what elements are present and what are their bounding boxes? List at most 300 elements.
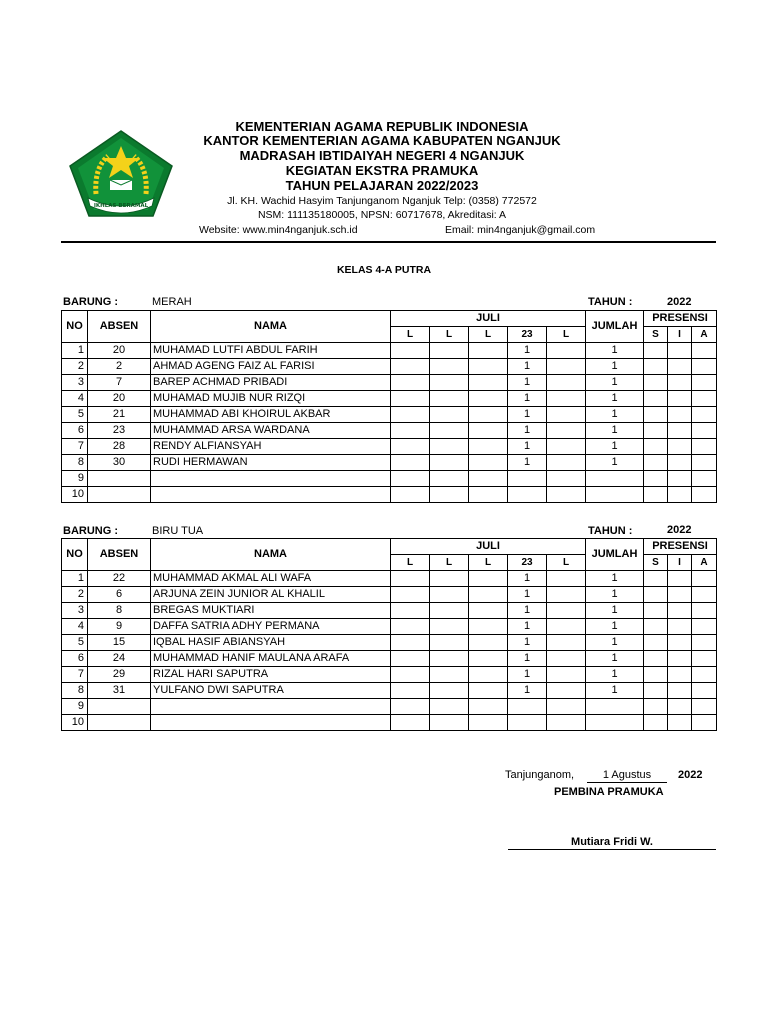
row-presensi-cell (644, 635, 668, 651)
row-day-cell: 1 (508, 439, 547, 455)
header-line-1: KEMENTERIAN AGAMA REPUBLIK INDONESIA (235, 119, 529, 134)
row-presensi-cell (692, 471, 717, 487)
row-day-cell (469, 699, 508, 715)
row-jumlah: 1 (586, 651, 644, 667)
header-website: Website: www.min4nganjuk.sch.id (199, 224, 358, 236)
row-jumlah: 1 (586, 587, 644, 603)
row-jumlah (586, 471, 644, 487)
row-day-cell (469, 455, 508, 471)
row-nama (151, 471, 391, 487)
day-header: 23 (508, 327, 547, 343)
row-day-cell: 1 (508, 407, 547, 423)
row-day-cell (391, 667, 430, 683)
table-row (62, 635, 717, 651)
row-presensi-cell (644, 343, 668, 359)
row-jumlah: 1 (586, 439, 644, 455)
row-presensi-cell (692, 715, 717, 731)
row-absen: 30 (88, 455, 151, 471)
row-nama: MUHAMMAD HANIF MAULANA ARAFA (151, 651, 391, 667)
row-presensi-cell (644, 439, 668, 455)
row-day-cell (469, 487, 508, 503)
row-day-cell (391, 375, 430, 391)
row-day-cell (391, 455, 430, 471)
table-row (62, 587, 717, 603)
row-no: 9 (62, 471, 88, 487)
row-day-cell (430, 699, 469, 715)
row-nama: YULFANO DWI SAPUTRA (151, 683, 391, 699)
table-row (62, 603, 717, 619)
row-day-cell (430, 667, 469, 683)
col-jumlah-header: JUMLAH (586, 539, 644, 571)
row-absen: 31 (88, 683, 151, 699)
presensi-a-header: A (692, 555, 717, 571)
row-presensi-cell (644, 683, 668, 699)
row-presensi-cell (692, 571, 717, 587)
signature-date: 1 Agustus (602, 769, 652, 781)
row-day-cell (391, 391, 430, 407)
row-day-cell (547, 375, 586, 391)
row-presensi-cell (668, 715, 692, 731)
row-presensi-cell (644, 715, 668, 731)
row-day-cell: 1 (508, 391, 547, 407)
day-header: L (430, 555, 469, 571)
row-no: 1 (62, 571, 88, 587)
row-day-cell (469, 587, 508, 603)
row-day-cell (391, 619, 430, 635)
row-day-cell (547, 699, 586, 715)
row-day-cell: 1 (508, 359, 547, 375)
row-day-cell (547, 455, 586, 471)
row-day-cell: 1 (508, 667, 547, 683)
row-day-cell (391, 423, 430, 439)
row-day-cell (547, 487, 586, 503)
row-day-cell (469, 439, 508, 455)
row-day-cell (547, 603, 586, 619)
row-presensi-cell (644, 407, 668, 423)
row-no: 2 (62, 587, 88, 603)
row-nama: MUHAMAD LUTFI ABDUL FARIH (151, 343, 391, 359)
row-day-cell (469, 651, 508, 667)
row-presensi-cell (668, 359, 692, 375)
row-presensi-cell (668, 635, 692, 651)
table-row (62, 359, 717, 375)
row-day-cell (547, 635, 586, 651)
row-presensi-cell (692, 587, 717, 603)
row-day-cell (469, 683, 508, 699)
table-row (62, 439, 717, 455)
presensi-a-header: A (692, 327, 717, 343)
row-day-cell: 1 (508, 651, 547, 667)
row-day-cell (430, 683, 469, 699)
row-day-cell: 1 (508, 455, 547, 471)
row-presensi-cell (644, 375, 668, 391)
row-jumlah: 1 (586, 455, 644, 471)
row-day-cell (469, 423, 508, 439)
row-day-cell (547, 359, 586, 375)
signature-place: Tanjunganom, (505, 769, 575, 781)
row-presensi-cell (692, 359, 717, 375)
table-row (62, 667, 717, 683)
row-jumlah: 1 (586, 603, 644, 619)
table-row (62, 455, 717, 471)
row-day-cell (430, 343, 469, 359)
row-jumlah: 1 (586, 635, 644, 651)
col-absen-header: ABSEN (88, 539, 151, 571)
row-day-cell: 1 (508, 635, 547, 651)
row-presensi-cell (692, 343, 717, 359)
row-absen: 22 (88, 571, 151, 587)
row-day-cell (430, 587, 469, 603)
row-day-cell (391, 359, 430, 375)
row-day-cell (430, 407, 469, 423)
class-title: KELAS 4-A PUTRA (336, 264, 432, 276)
row-day-cell (547, 391, 586, 407)
header-divider (61, 241, 716, 243)
barung-label: BARUNG : (63, 525, 118, 537)
row-day-cell (547, 651, 586, 667)
row-absen: 15 (88, 635, 151, 651)
row-absen: 20 (88, 391, 151, 407)
row-presensi-cell (644, 359, 668, 375)
row-presensi-cell (692, 375, 717, 391)
row-day-cell (391, 407, 430, 423)
row-jumlah: 1 (586, 667, 644, 683)
row-nama: DAFFA SATRIA ADHY PERMANA (151, 619, 391, 635)
row-jumlah (586, 715, 644, 731)
row-day-cell (430, 651, 469, 667)
header-email: Email: min4nganjuk@gmail.com (445, 224, 596, 236)
row-no: 10 (62, 715, 88, 731)
table-row (62, 571, 717, 587)
row-no: 4 (62, 619, 88, 635)
row-no: 7 (62, 667, 88, 683)
row-day-cell (430, 619, 469, 635)
row-nama: MUHAMMAD AKMAL ALI WAFA (151, 571, 391, 587)
row-presensi-cell (692, 683, 717, 699)
row-presensi-cell (668, 603, 692, 619)
row-no: 7 (62, 439, 88, 455)
row-no: 9 (62, 699, 88, 715)
row-presensi-cell (668, 587, 692, 603)
row-presensi-cell (644, 423, 668, 439)
day-header: 23 (508, 555, 547, 571)
row-day-cell: 1 (508, 375, 547, 391)
row-day-cell: 1 (508, 571, 547, 587)
row-nama: MUHAMMAD ARSA WARDANA (151, 423, 391, 439)
row-absen: 8 (88, 603, 151, 619)
tahun-value: 2022 (667, 296, 692, 308)
row-day-cell (391, 683, 430, 699)
row-presensi-cell (644, 603, 668, 619)
presensi-s-header: S (644, 555, 668, 571)
table-row (62, 471, 717, 487)
row-presensi-cell (692, 455, 717, 471)
row-day-cell (469, 715, 508, 731)
row-absen: 6 (88, 587, 151, 603)
presensi-i-header: I (668, 555, 692, 571)
row-absen: 24 (88, 651, 151, 667)
tahun-label: TAHUN : (588, 525, 633, 537)
row-no: 4 (62, 391, 88, 407)
row-day-cell (391, 603, 430, 619)
row-no: 2 (62, 359, 88, 375)
row-no: 6 (62, 423, 88, 439)
row-presensi-cell (668, 455, 692, 471)
logo-motto: IKHLAS BERAMAL (93, 203, 149, 209)
row-presensi-cell (668, 375, 692, 391)
row-presensi-cell (644, 455, 668, 471)
row-presensi-cell (644, 391, 668, 407)
row-day-cell (547, 407, 586, 423)
col-nama-header: NAMA (151, 539, 391, 571)
row-jumlah: 1 (586, 619, 644, 635)
row-absen (88, 699, 151, 715)
row-absen: 2 (88, 359, 151, 375)
row-day-cell (547, 471, 586, 487)
presensi-i-header: I (668, 327, 692, 343)
table-header-row (62, 311, 717, 327)
row-day-cell (469, 407, 508, 423)
barung-name: MERAH (152, 296, 192, 308)
table-row (62, 699, 717, 715)
row-day-cell (469, 359, 508, 375)
row-absen: 28 (88, 439, 151, 455)
table-row (62, 683, 717, 699)
row-absen (88, 487, 151, 503)
row-day-cell (508, 715, 547, 731)
col-presensi-header: PRESENSI (644, 311, 717, 327)
row-day-cell (469, 635, 508, 651)
row-jumlah: 1 (586, 375, 644, 391)
row-day-cell (547, 587, 586, 603)
table-row (62, 343, 717, 359)
col-absen-header: ABSEN (88, 311, 151, 343)
row-no: 8 (62, 683, 88, 699)
row-jumlah: 1 (586, 343, 644, 359)
row-no: 10 (62, 487, 88, 503)
row-day-cell (391, 471, 430, 487)
row-jumlah: 1 (586, 391, 644, 407)
row-day-cell (508, 471, 547, 487)
row-day-cell (430, 487, 469, 503)
row-day-cell (430, 439, 469, 455)
table-row (62, 407, 717, 423)
row-day-cell (469, 619, 508, 635)
row-day-cell (469, 391, 508, 407)
row-day-cell (547, 667, 586, 683)
tahun-value: 2022 (667, 524, 692, 536)
col-nama-header: NAMA (151, 311, 391, 343)
row-day-cell (547, 343, 586, 359)
row-day-cell (430, 471, 469, 487)
row-day-cell (469, 375, 508, 391)
row-presensi-cell (668, 343, 692, 359)
row-presensi-cell (692, 619, 717, 635)
row-presensi-cell (644, 471, 668, 487)
row-no: 1 (62, 343, 88, 359)
row-day-cell (391, 571, 430, 587)
row-day-cell: 1 (508, 343, 547, 359)
row-day-cell (430, 455, 469, 471)
row-nama (151, 699, 391, 715)
row-presensi-cell (668, 667, 692, 683)
row-day-cell (430, 603, 469, 619)
row-day-cell (430, 715, 469, 731)
row-nama: MUHAMMAD ABI KHOIRUL AKBAR (151, 407, 391, 423)
row-nama: IQBAL HASIF ABIANSYAH (151, 635, 391, 651)
day-header: L (547, 327, 586, 343)
row-presensi-cell (644, 619, 668, 635)
header-address: Jl. KH. Wachid Hasyim Tanjunganom Nganjuk Telp: (0358) 772572 (227, 195, 537, 207)
attendance-table (61, 538, 717, 731)
row-absen: 20 (88, 343, 151, 359)
row-no: 6 (62, 651, 88, 667)
attendance-table (61, 310, 717, 503)
row-presensi-cell (668, 651, 692, 667)
row-day-cell (430, 375, 469, 391)
signature-line (508, 849, 716, 850)
barung-label: BARUNG : (63, 296, 118, 308)
table-row (62, 487, 717, 503)
day-header: L (469, 327, 508, 343)
row-presensi-cell (668, 423, 692, 439)
row-nama: BAREP ACHMAD PRIBADI (151, 375, 391, 391)
table-row (62, 423, 717, 439)
row-presensi-cell (644, 587, 668, 603)
row-nama: RIZAL HARI SAPUTRA (151, 667, 391, 683)
row-day-cell: 1 (508, 587, 547, 603)
row-day-cell (391, 587, 430, 603)
row-presensi-cell (668, 439, 692, 455)
row-no: 3 (62, 603, 88, 619)
barung-name: BIRU TUA (152, 525, 204, 537)
row-nama: MUHAMAD MUJIB NUR RIZQI (151, 391, 391, 407)
row-absen: 21 (88, 407, 151, 423)
row-jumlah: 1 (586, 359, 644, 375)
row-presensi-cell (692, 699, 717, 715)
row-presensi-cell (668, 619, 692, 635)
row-nama: RUDI HERMAWAN (151, 455, 391, 471)
day-header: L (391, 555, 430, 571)
ministry-logo (66, 128, 176, 218)
table-row (62, 375, 717, 391)
table-header-row (62, 539, 717, 555)
row-presensi-cell (668, 699, 692, 715)
row-jumlah: 1 (586, 407, 644, 423)
row-day-cell (469, 471, 508, 487)
header-line-4: KEGIATAN EKSTRA PRAMUKA (285, 163, 479, 178)
row-presensi-cell (692, 603, 717, 619)
signature-role: PEMBINA PRAMUKA (554, 786, 664, 798)
row-day-cell (391, 635, 430, 651)
header-line-5: TAHUN PELAJARAN 2022/2023 (285, 178, 479, 193)
col-month-header: JULI (391, 311, 586, 327)
row-day-cell (547, 619, 586, 635)
row-day-cell (391, 699, 430, 715)
row-presensi-cell (644, 667, 668, 683)
table-row (62, 619, 717, 635)
day-header: L (430, 327, 469, 343)
row-absen (88, 471, 151, 487)
row-presensi-cell (692, 487, 717, 503)
row-jumlah: 1 (586, 423, 644, 439)
header-line-2: KANTOR KEMENTERIAN AGAMA KABUPATEN NGANJUK (203, 133, 561, 148)
row-presensi-cell (668, 471, 692, 487)
row-presensi-cell (644, 487, 668, 503)
row-day-cell (469, 603, 508, 619)
row-day-cell (391, 651, 430, 667)
row-no: 3 (62, 375, 88, 391)
row-day-cell (469, 667, 508, 683)
header-line-3: MADRASAH IBTIDAIYAH NEGERI 4 NGANJUK (239, 148, 525, 163)
tahun-label: TAHUN : (588, 296, 633, 308)
row-day-cell (547, 571, 586, 587)
row-day-cell (430, 571, 469, 587)
col-presensi-header: PRESENSI (644, 539, 717, 555)
row-nama: ARJUNA ZEIN JUNIOR AL KHALIL (151, 587, 391, 603)
day-header: L (547, 555, 586, 571)
row-absen: 29 (88, 667, 151, 683)
row-day-cell (391, 343, 430, 359)
day-header: L (469, 555, 508, 571)
header-nsm: NSM: 111135180005, NPSN: 60717678, Akreditasi: A (257, 209, 507, 221)
row-nama: RENDY ALFIANSYAH (151, 439, 391, 455)
day-header: L (391, 327, 430, 343)
row-day-cell (547, 423, 586, 439)
presensi-s-header: S (644, 327, 668, 343)
row-day-cell: 1 (508, 603, 547, 619)
row-day-cell (469, 343, 508, 359)
row-presensi-cell (692, 407, 717, 423)
row-jumlah: 1 (586, 683, 644, 699)
row-nama (151, 487, 391, 503)
row-day-cell (508, 699, 547, 715)
row-day-cell (547, 439, 586, 455)
row-presensi-cell (668, 391, 692, 407)
signature-name: Mutiara Fridi W. (571, 836, 653, 848)
row-day-cell: 1 (508, 619, 547, 635)
table-row (62, 651, 717, 667)
col-jumlah-header: JUMLAH (586, 311, 644, 343)
row-jumlah (586, 699, 644, 715)
row-jumlah (586, 487, 644, 503)
row-jumlah: 1 (586, 571, 644, 587)
row-presensi-cell (692, 667, 717, 683)
col-no-header: NO (62, 311, 88, 343)
row-nama (151, 715, 391, 731)
row-presensi-cell (692, 391, 717, 407)
row-presensi-cell (644, 699, 668, 715)
row-day-cell: 1 (508, 683, 547, 699)
table-row (62, 715, 717, 731)
row-day-cell (508, 487, 547, 503)
row-day-cell (547, 683, 586, 699)
signature-year: 2022 (678, 769, 703, 781)
row-day-cell (391, 487, 430, 503)
row-day-cell (430, 391, 469, 407)
row-day-cell (430, 423, 469, 439)
row-no: 8 (62, 455, 88, 471)
row-presensi-cell (644, 571, 668, 587)
row-day-cell (469, 571, 508, 587)
row-presensi-cell (668, 571, 692, 587)
row-nama: AHMAD AGENG FAIZ AL FARISI (151, 359, 391, 375)
row-absen: 7 (88, 375, 151, 391)
row-presensi-cell (692, 635, 717, 651)
date-underline (587, 782, 667, 783)
row-presensi-cell (692, 651, 717, 667)
row-absen: 23 (88, 423, 151, 439)
